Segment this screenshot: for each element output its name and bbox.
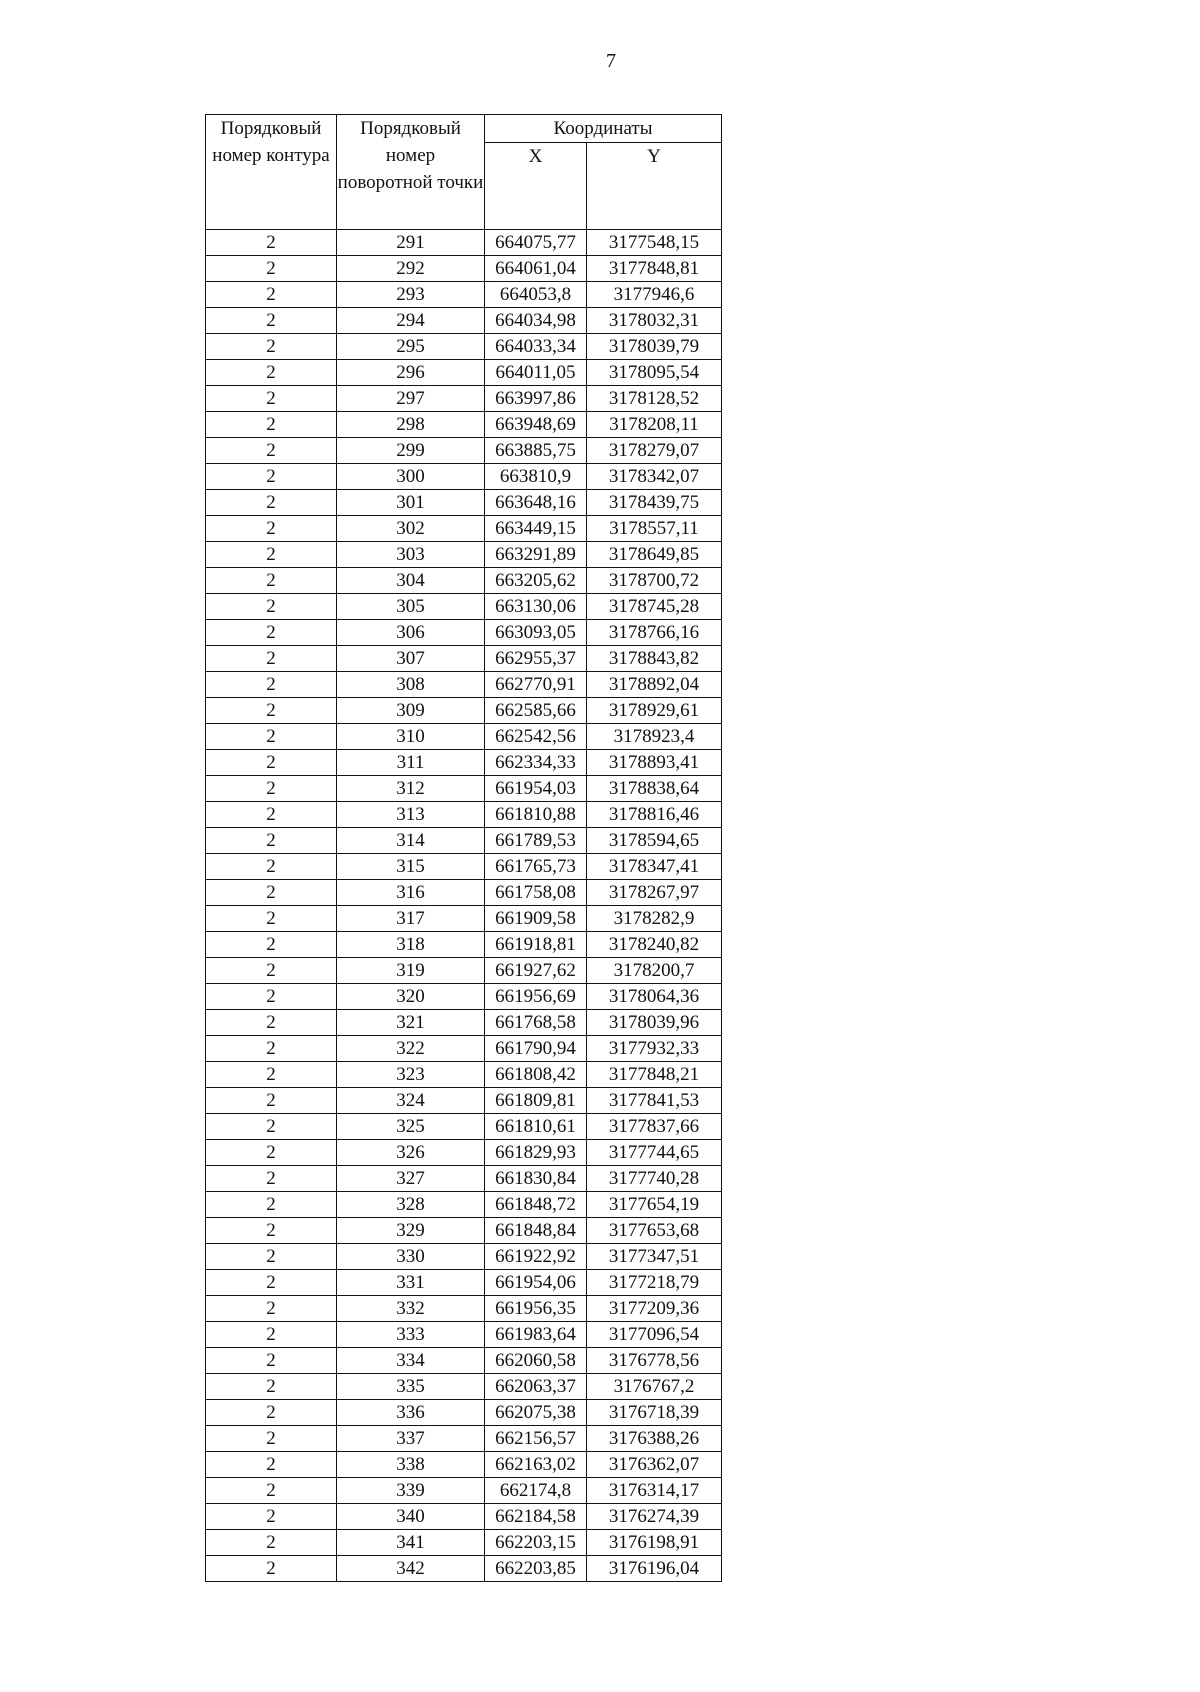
cell-point: 323 bbox=[337, 1062, 485, 1088]
cell-y: 3178700,72 bbox=[587, 568, 722, 594]
cell-contour: 2 bbox=[206, 750, 337, 776]
cell-point: 317 bbox=[337, 906, 485, 932]
cell-y: 3177096,54 bbox=[587, 1322, 722, 1348]
cell-point: 319 bbox=[337, 958, 485, 984]
cell-point: 306 bbox=[337, 620, 485, 646]
cell-contour: 2 bbox=[206, 620, 337, 646]
cell-x: 662174,8 bbox=[485, 1478, 587, 1504]
cell-y: 3178342,07 bbox=[587, 464, 722, 490]
table-row bbox=[206, 490, 722, 516]
cell-y: 3178439,75 bbox=[587, 490, 722, 516]
cell-contour: 2 bbox=[206, 1166, 337, 1192]
cell-point: 305 bbox=[337, 594, 485, 620]
cell-x: 663205,62 bbox=[485, 568, 587, 594]
table-row bbox=[206, 594, 722, 620]
table-row bbox=[206, 1010, 722, 1036]
cell-contour: 2 bbox=[206, 1322, 337, 1348]
table-row bbox=[206, 282, 722, 308]
cell-x: 662156,57 bbox=[485, 1426, 587, 1452]
cell-contour: 2 bbox=[206, 542, 337, 568]
cell-x: 661810,61 bbox=[485, 1114, 587, 1140]
cell-contour: 2 bbox=[206, 282, 337, 308]
table-row bbox=[206, 542, 722, 568]
cell-contour: 2 bbox=[206, 1452, 337, 1478]
cell-y: 3177218,79 bbox=[587, 1270, 722, 1296]
cell-contour: 2 bbox=[206, 568, 337, 594]
cell-y: 3177932,33 bbox=[587, 1036, 722, 1062]
cell-y: 3176314,17 bbox=[587, 1478, 722, 1504]
cell-point: 308 bbox=[337, 672, 485, 698]
cell-contour: 2 bbox=[206, 672, 337, 698]
cell-point: 292 bbox=[337, 256, 485, 282]
table-row bbox=[206, 438, 722, 464]
cell-contour: 2 bbox=[206, 386, 337, 412]
cell-point: 302 bbox=[337, 516, 485, 542]
cell-y: 3178095,54 bbox=[587, 360, 722, 386]
table-row bbox=[206, 1530, 722, 1556]
table-row bbox=[206, 1218, 722, 1244]
table-row bbox=[206, 1062, 722, 1088]
cell-point: 299 bbox=[337, 438, 485, 464]
cell-contour: 2 bbox=[206, 1530, 337, 1556]
cell-y: 3178594,65 bbox=[587, 828, 722, 854]
table-row bbox=[206, 1504, 722, 1530]
cell-point: 338 bbox=[337, 1452, 485, 1478]
cell-y: 3177841,53 bbox=[587, 1088, 722, 1114]
cell-contour: 2 bbox=[206, 958, 337, 984]
cell-y: 3177848,81 bbox=[587, 256, 722, 282]
cell-x: 663948,69 bbox=[485, 412, 587, 438]
cell-y: 3178039,79 bbox=[587, 334, 722, 360]
table-row bbox=[206, 854, 722, 880]
cell-x: 661765,73 bbox=[485, 854, 587, 880]
table-row bbox=[206, 308, 722, 334]
cell-x: 663449,15 bbox=[485, 516, 587, 542]
cell-y: 3178929,61 bbox=[587, 698, 722, 724]
cell-y: 3178200,7 bbox=[587, 958, 722, 984]
cell-y: 3178064,36 bbox=[587, 984, 722, 1010]
cell-point: 318 bbox=[337, 932, 485, 958]
cell-x: 661810,88 bbox=[485, 802, 587, 828]
cell-x: 661848,72 bbox=[485, 1192, 587, 1218]
cell-x: 662203,15 bbox=[485, 1530, 587, 1556]
header-contour-number: Порядковый номер контура bbox=[206, 115, 337, 230]
cell-contour: 2 bbox=[206, 308, 337, 334]
cell-point: 334 bbox=[337, 1348, 485, 1374]
cell-contour: 2 bbox=[206, 334, 337, 360]
cell-contour: 2 bbox=[206, 854, 337, 880]
cell-point: 324 bbox=[337, 1088, 485, 1114]
table-row bbox=[206, 646, 722, 672]
cell-y: 3176388,26 bbox=[587, 1426, 722, 1452]
cell-point: 307 bbox=[337, 646, 485, 672]
cell-x: 661848,84 bbox=[485, 1218, 587, 1244]
cell-y: 3178267,97 bbox=[587, 880, 722, 906]
cell-point: 310 bbox=[337, 724, 485, 750]
cell-contour: 2 bbox=[206, 1218, 337, 1244]
cell-x: 664061,04 bbox=[485, 256, 587, 282]
cell-contour: 2 bbox=[206, 1374, 337, 1400]
table-row bbox=[206, 1166, 722, 1192]
cell-x: 661809,81 bbox=[485, 1088, 587, 1114]
cell-x: 662334,33 bbox=[485, 750, 587, 776]
cell-y: 3178032,31 bbox=[587, 308, 722, 334]
table-row bbox=[206, 568, 722, 594]
cell-x: 661956,69 bbox=[485, 984, 587, 1010]
table-row bbox=[206, 672, 722, 698]
cell-point: 328 bbox=[337, 1192, 485, 1218]
cell-y: 3177548,15 bbox=[587, 230, 722, 256]
cell-y: 3178893,41 bbox=[587, 750, 722, 776]
cell-y: 3176778,56 bbox=[587, 1348, 722, 1374]
cell-point: 313 bbox=[337, 802, 485, 828]
cell-contour: 2 bbox=[206, 1478, 337, 1504]
cell-y: 3178649,85 bbox=[587, 542, 722, 568]
cell-contour: 2 bbox=[206, 360, 337, 386]
cell-contour: 2 bbox=[206, 1400, 337, 1426]
table-row bbox=[206, 412, 722, 438]
cell-point: 322 bbox=[337, 1036, 485, 1062]
table-row bbox=[206, 334, 722, 360]
cell-point: 301 bbox=[337, 490, 485, 516]
page-number: 7 bbox=[606, 50, 616, 72]
cell-x: 661922,92 bbox=[485, 1244, 587, 1270]
cell-contour: 2 bbox=[206, 1296, 337, 1322]
cell-x: 662955,37 bbox=[485, 646, 587, 672]
cell-point: 291 bbox=[337, 230, 485, 256]
cell-x: 664053,8 bbox=[485, 282, 587, 308]
cell-x: 662542,56 bbox=[485, 724, 587, 750]
cell-contour: 2 bbox=[206, 230, 337, 256]
cell-contour: 2 bbox=[206, 1062, 337, 1088]
cell-point: 311 bbox=[337, 750, 485, 776]
cell-y: 3178923,4 bbox=[587, 724, 722, 750]
table-row bbox=[206, 1400, 722, 1426]
cell-y: 3178816,46 bbox=[587, 802, 722, 828]
cell-x: 662060,58 bbox=[485, 1348, 587, 1374]
cell-y: 3178279,07 bbox=[587, 438, 722, 464]
cell-point: 314 bbox=[337, 828, 485, 854]
cell-y: 3177946,6 bbox=[587, 282, 722, 308]
cell-point: 320 bbox=[337, 984, 485, 1010]
table-row bbox=[206, 1088, 722, 1114]
cell-contour: 2 bbox=[206, 1348, 337, 1374]
table-row bbox=[206, 1036, 722, 1062]
cell-point: 336 bbox=[337, 1400, 485, 1426]
table-row bbox=[206, 984, 722, 1010]
cell-point: 340 bbox=[337, 1504, 485, 1530]
cell-y: 3177837,66 bbox=[587, 1114, 722, 1140]
table-row bbox=[206, 386, 722, 412]
table-row bbox=[206, 1556, 722, 1582]
cell-x: 662075,38 bbox=[485, 1400, 587, 1426]
cell-y: 3178347,41 bbox=[587, 854, 722, 880]
cell-y: 3177744,65 bbox=[587, 1140, 722, 1166]
cell-y: 3177848,21 bbox=[587, 1062, 722, 1088]
cell-contour: 2 bbox=[206, 464, 337, 490]
cell-x: 661808,42 bbox=[485, 1062, 587, 1088]
cell-x: 661954,06 bbox=[485, 1270, 587, 1296]
cell-point: 326 bbox=[337, 1140, 485, 1166]
table-row bbox=[206, 1426, 722, 1452]
cell-point: 297 bbox=[337, 386, 485, 412]
table-row bbox=[206, 828, 722, 854]
cell-y: 3178843,82 bbox=[587, 646, 722, 672]
cell-contour: 2 bbox=[206, 828, 337, 854]
table-row bbox=[206, 360, 722, 386]
cell-x: 661758,08 bbox=[485, 880, 587, 906]
cell-contour: 2 bbox=[206, 438, 337, 464]
cell-point: 337 bbox=[337, 1426, 485, 1452]
cell-y: 3177654,19 bbox=[587, 1192, 722, 1218]
cell-x: 664075,77 bbox=[485, 230, 587, 256]
cell-x: 661918,81 bbox=[485, 932, 587, 958]
cell-x: 661983,64 bbox=[485, 1322, 587, 1348]
cell-y: 3178745,28 bbox=[587, 594, 722, 620]
cell-y: 3178892,04 bbox=[587, 672, 722, 698]
cell-contour: 2 bbox=[206, 256, 337, 282]
header-y: Y bbox=[587, 143, 722, 230]
table-row bbox=[206, 1114, 722, 1140]
cell-x: 661789,53 bbox=[485, 828, 587, 854]
table-row bbox=[206, 256, 722, 282]
cell-point: 293 bbox=[337, 282, 485, 308]
cell-contour: 2 bbox=[206, 516, 337, 542]
table-row bbox=[206, 464, 722, 490]
cell-point: 312 bbox=[337, 776, 485, 802]
cell-contour: 2 bbox=[206, 932, 337, 958]
cell-point: 296 bbox=[337, 360, 485, 386]
cell-contour: 2 bbox=[206, 1088, 337, 1114]
cell-y: 3178557,11 bbox=[587, 516, 722, 542]
cell-point: 321 bbox=[337, 1010, 485, 1036]
cell-contour: 2 bbox=[206, 880, 337, 906]
table-row bbox=[206, 776, 722, 802]
table-row bbox=[206, 958, 722, 984]
cell-y: 3176274,39 bbox=[587, 1504, 722, 1530]
cell-y: 3178282,9 bbox=[587, 906, 722, 932]
cell-contour: 2 bbox=[206, 1244, 337, 1270]
cell-point: 331 bbox=[337, 1270, 485, 1296]
cell-x: 663291,89 bbox=[485, 542, 587, 568]
cell-point: 304 bbox=[337, 568, 485, 594]
cell-point: 339 bbox=[337, 1478, 485, 1504]
cell-y: 3178039,96 bbox=[587, 1010, 722, 1036]
table-row bbox=[206, 1140, 722, 1166]
cell-x: 663130,06 bbox=[485, 594, 587, 620]
cell-y: 3176362,07 bbox=[587, 1452, 722, 1478]
cell-x: 662585,66 bbox=[485, 698, 587, 724]
cell-contour: 2 bbox=[206, 906, 337, 932]
cell-contour: 2 bbox=[206, 1140, 337, 1166]
cell-contour: 2 bbox=[206, 984, 337, 1010]
cell-y: 3177740,28 bbox=[587, 1166, 722, 1192]
table-row bbox=[206, 1296, 722, 1322]
table-row bbox=[206, 802, 722, 828]
cell-y: 3177347,51 bbox=[587, 1244, 722, 1270]
cell-point: 333 bbox=[337, 1322, 485, 1348]
table-body bbox=[206, 230, 722, 1582]
cell-x: 662063,37 bbox=[485, 1374, 587, 1400]
cell-x: 661829,93 bbox=[485, 1140, 587, 1166]
cell-x: 661830,84 bbox=[485, 1166, 587, 1192]
cell-x: 664011,05 bbox=[485, 360, 587, 386]
cell-point: 335 bbox=[337, 1374, 485, 1400]
cell-contour: 2 bbox=[206, 594, 337, 620]
header-point-number: Порядковый номер поворотной точки bbox=[337, 115, 485, 230]
cell-x: 663885,75 bbox=[485, 438, 587, 464]
cell-x: 661790,94 bbox=[485, 1036, 587, 1062]
cell-y: 3176718,39 bbox=[587, 1400, 722, 1426]
cell-contour: 2 bbox=[206, 1036, 337, 1062]
cell-point: 325 bbox=[337, 1114, 485, 1140]
cell-y: 3176198,91 bbox=[587, 1530, 722, 1556]
table-row bbox=[206, 698, 722, 724]
cell-x: 663648,16 bbox=[485, 490, 587, 516]
table-row bbox=[206, 1478, 722, 1504]
table-row bbox=[206, 516, 722, 542]
cell-x: 661768,58 bbox=[485, 1010, 587, 1036]
table-row bbox=[206, 1244, 722, 1270]
cell-x: 661954,03 bbox=[485, 776, 587, 802]
cell-y: 3178240,82 bbox=[587, 932, 722, 958]
cell-contour: 2 bbox=[206, 1010, 337, 1036]
table-row bbox=[206, 1348, 722, 1374]
cell-point: 315 bbox=[337, 854, 485, 880]
cell-contour: 2 bbox=[206, 1504, 337, 1530]
cell-point: 332 bbox=[337, 1296, 485, 1322]
cell-point: 298 bbox=[337, 412, 485, 438]
cell-point: 330 bbox=[337, 1244, 485, 1270]
cell-x: 662770,91 bbox=[485, 672, 587, 698]
cell-y: 3178128,52 bbox=[587, 386, 722, 412]
cell-contour: 2 bbox=[206, 1114, 337, 1140]
cell-y: 3178838,64 bbox=[587, 776, 722, 802]
cell-point: 329 bbox=[337, 1218, 485, 1244]
cell-contour: 2 bbox=[206, 1192, 337, 1218]
table-row bbox=[206, 932, 722, 958]
cell-point: 294 bbox=[337, 308, 485, 334]
cell-x: 663093,05 bbox=[485, 620, 587, 646]
cell-point: 309 bbox=[337, 698, 485, 724]
cell-contour: 2 bbox=[206, 1426, 337, 1452]
cell-point: 342 bbox=[337, 1556, 485, 1582]
table-row bbox=[206, 880, 722, 906]
cell-y: 3176196,04 bbox=[587, 1556, 722, 1582]
cell-x: 661956,35 bbox=[485, 1296, 587, 1322]
table-row bbox=[206, 1322, 722, 1348]
cell-point: 300 bbox=[337, 464, 485, 490]
table-row bbox=[206, 1452, 722, 1478]
cell-point: 327 bbox=[337, 1166, 485, 1192]
cell-contour: 2 bbox=[206, 776, 337, 802]
cell-contour: 2 bbox=[206, 1556, 337, 1582]
table-row bbox=[206, 1192, 722, 1218]
table-row bbox=[206, 620, 722, 646]
table-header bbox=[206, 115, 722, 230]
cell-x: 664034,98 bbox=[485, 308, 587, 334]
cell-point: 316 bbox=[337, 880, 485, 906]
cell-x: 662203,85 bbox=[485, 1556, 587, 1582]
table-row bbox=[206, 1270, 722, 1296]
coordinates-table bbox=[205, 114, 722, 1582]
cell-x: 663997,86 bbox=[485, 386, 587, 412]
cell-x: 662184,58 bbox=[485, 1504, 587, 1530]
table-row bbox=[206, 724, 722, 750]
cell-y: 3178766,16 bbox=[587, 620, 722, 646]
table-row bbox=[206, 1374, 722, 1400]
cell-contour: 2 bbox=[206, 412, 337, 438]
table-row bbox=[206, 230, 722, 256]
cell-y: 3176767,2 bbox=[587, 1374, 722, 1400]
cell-x: 664033,34 bbox=[485, 334, 587, 360]
cell-y: 3177209,36 bbox=[587, 1296, 722, 1322]
cell-point: 303 bbox=[337, 542, 485, 568]
header-x: X bbox=[485, 143, 587, 230]
table-row bbox=[206, 750, 722, 776]
cell-y: 3178208,11 bbox=[587, 412, 722, 438]
cell-point: 341 bbox=[337, 1530, 485, 1556]
cell-contour: 2 bbox=[206, 490, 337, 516]
cell-contour: 2 bbox=[206, 698, 337, 724]
table-row bbox=[206, 906, 722, 932]
cell-contour: 2 bbox=[206, 802, 337, 828]
cell-x: 663810,9 bbox=[485, 464, 587, 490]
cell-contour: 2 bbox=[206, 724, 337, 750]
cell-contour: 2 bbox=[206, 646, 337, 672]
cell-y: 3177653,68 bbox=[587, 1218, 722, 1244]
cell-contour: 2 bbox=[206, 1270, 337, 1296]
cell-x: 661927,62 bbox=[485, 958, 587, 984]
cell-point: 295 bbox=[337, 334, 485, 360]
cell-x: 661909,58 bbox=[485, 906, 587, 932]
cell-x: 662163,02 bbox=[485, 1452, 587, 1478]
header-coordinates: Координаты bbox=[485, 115, 722, 143]
